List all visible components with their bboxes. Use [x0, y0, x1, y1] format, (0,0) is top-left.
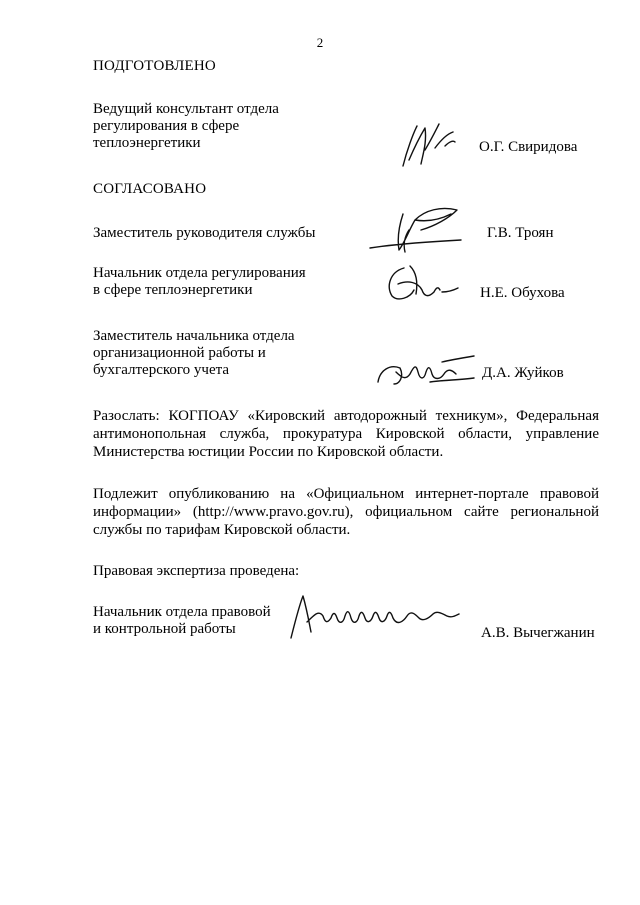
- position-line: в сфере теплоэнергетики: [93, 282, 253, 298]
- position-line: теплоэнергетики: [93, 135, 201, 151]
- position-line: Начальник отдела регулирования: [93, 265, 306, 281]
- position-line: бухгалтерского учета: [93, 362, 230, 378]
- position-line: и контрольной работы: [93, 621, 236, 637]
- position-line: Начальник отдела правовой: [93, 604, 271, 620]
- page-number: 2: [316, 35, 324, 50]
- org-dept-deputy-name: Д.А. Жуйков: [482, 365, 564, 381]
- paragraph-line: антимонопольная служба, прокуратура Кировской области, управление: [93, 426, 599, 442]
- org-dept-deputy-position: [93, 328, 353, 379]
- regulation-head-position: [93, 265, 353, 299]
- position-line: Заместитель руководителя службы: [93, 225, 316, 241]
- signature-sviridova: [395, 120, 465, 170]
- distribution-paragraph: [93, 407, 599, 461]
- position-line: Ведущий консультант отдела: [93, 101, 279, 117]
- signature-vychegzhanin: [285, 592, 465, 642]
- agreed-heading: СОГЛАСОВАНО: [93, 181, 207, 197]
- paragraph-line: службы по тарифам Кировской области.: [93, 522, 351, 538]
- legal-head-name: А.В. Вычегжанин: [481, 625, 595, 641]
- signature-obukhova: [380, 262, 460, 307]
- prepared-name: О.Г. Свиридова: [479, 139, 578, 155]
- deputy-head-name: Г.В. Троян: [487, 225, 554, 241]
- paragraph-line: Разослать: КОГПОАУ «Кировский автодорожный техникум», Федеральная: [93, 408, 599, 424]
- position-line: Заместитель начальника отдела: [93, 328, 295, 344]
- regulation-head-name: Н.Е. Обухова: [480, 285, 565, 301]
- prepared-position: [93, 101, 353, 152]
- position-line: организационной работы и: [93, 345, 266, 361]
- paragraph-line: Подлежит опубликованию на «Официальном интернет-портале правовой: [93, 486, 599, 502]
- signature-troyan: [365, 200, 475, 260]
- paragraph-line: информации» (http://www.pravo.gov.ru), официальном сайте региональной: [93, 504, 599, 520]
- paragraph-line: Министерства юстиции России по Кировской области.: [93, 444, 444, 460]
- legal-review-statement: Правовая экспертиза проведена:: [93, 563, 300, 579]
- signature-zhuikov: [370, 352, 480, 392]
- deputy-head-position: [93, 225, 353, 242]
- position-line: регулирования в сфере: [93, 118, 240, 134]
- publication-paragraph: [93, 485, 599, 539]
- prepared-heading: ПОДГОТОВЛЕНО: [93, 58, 216, 74]
